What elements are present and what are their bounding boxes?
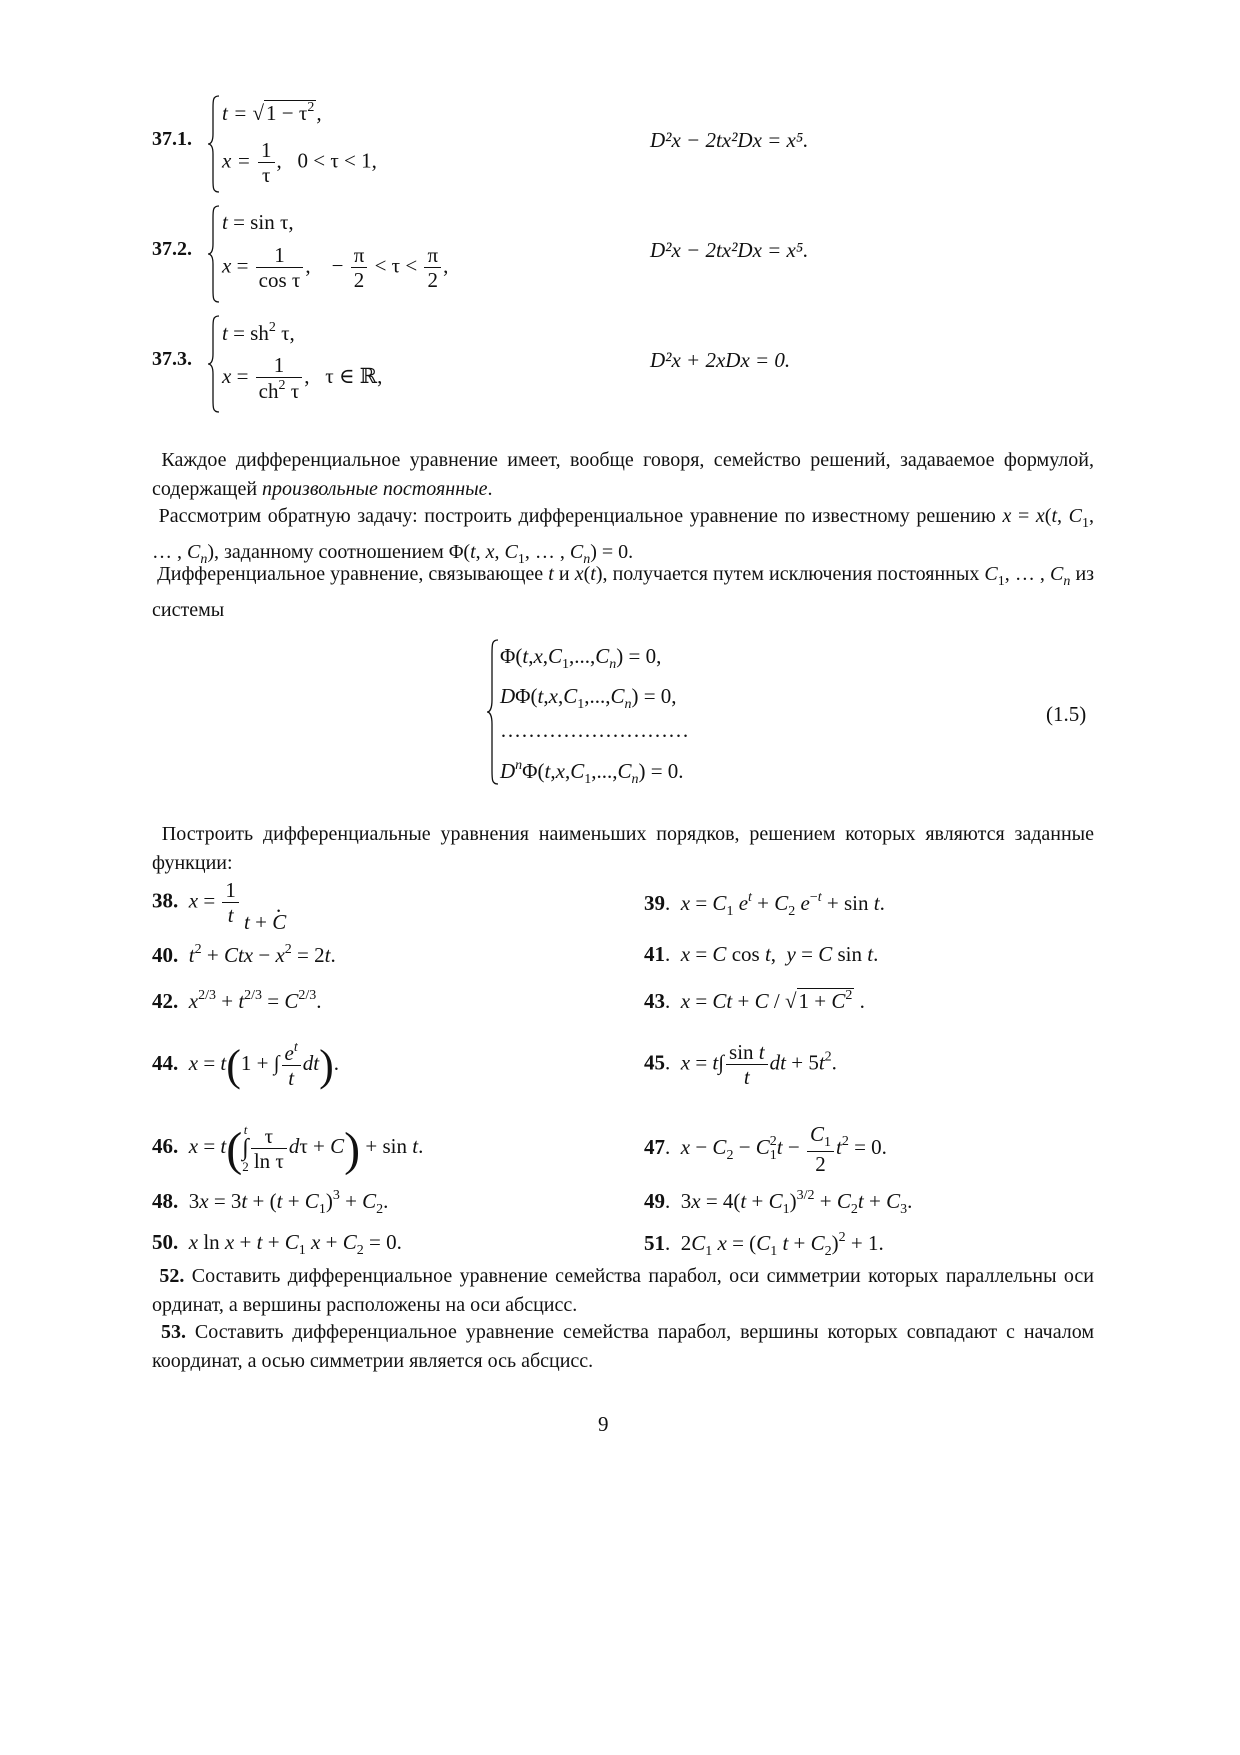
problem-52: 52. Составить дифференциальное уравнение семейства парабол, оси симметрии которых параллельны оси ординат, а вершины расположены на оси абсцисс.: [152, 1265, 1095, 1316]
paragraph: Каждое дифференциальное уравнение имеет, вообще говоря, семейство решений, задаваемое формулой, содержащей произвольные постоянные.: [152, 449, 1094, 500]
problem-48: 48. $3x = 3t + (t + C_1)^3 + C_2$.: [152, 1188, 389, 1217]
system-row: x = $\frac{1}{ch^2 \tau}$ , τ ∈ ℝ,: [222, 353, 383, 404]
problem-47: 47. $x - C_2 - C_1^2t$ − $\frac{C_1}{2}$ $t^2 = 0$.: [644, 1122, 887, 1177]
page-number: 9: [598, 1412, 609, 1436]
brace-icon: [207, 204, 221, 304]
problem-40: 40. $t^2$ + Ctx − $x^2 = 2t$.: [152, 942, 336, 967]
brace-icon: [486, 638, 500, 786]
problem-41: 41. x = C cos t, y = C sin t.: [644, 942, 879, 966]
problem-45: 45. x = t∫ $\frac{\text{sin t}}{t}$ dt + $5t^2$.: [644, 1040, 837, 1090]
problem-49: 49. $3x = 4(t + C_1)^{3/2} + C_2t + C_3$.: [644, 1188, 913, 1217]
problem-44: 44. x = t(1 + ∫ $\frac{e^t}{t}$ dt).: [152, 1040, 339, 1091]
paragraph: Рассмотрим обратную задачу: построить дифференциальное уравнение по известному решению x = x(t, $C_1$, … , $C_n$), заданному соотношением Φ(t, x, $C_1$, … , $C_n) = 0$.: [152, 505, 1094, 567]
problem-53: 53. Составить дифференциальное уравнение семейства парабол, вершины которых совпадают с началом координат, а осью симметрии является ось абсцисс.: [152, 1321, 1095, 1372]
problem-38-dot: .: [276, 893, 282, 917]
brace-icon: [207, 94, 221, 194]
problem-50: 50. x $\ln x + t + C_1$ $x + C_2 = 0$.: [152, 1230, 402, 1258]
system-row: $D^n\Phi(t,x,C_1,...,C_n) = 0$.: [500, 758, 684, 787]
equation: D²x − 2tx²Dx = x⁵.: [650, 238, 809, 262]
system-row: $\Phi(t,x,C_1,...,C_n) = 0$,: [500, 644, 662, 672]
problem-46: 46. x = t( t ∫ 2 $\frac{\tau}{\text{ln τ}}$ dτ + C) + sin t.: [152, 1122, 424, 1176]
problem-39: 39. $x = C_1$ $e^t + C_2$ $e^{-t} + \sin t$.: [644, 890, 885, 919]
problem-42: 42. $x^{2/3} + t^{2/3} = C^{2/3}$.: [152, 988, 322, 1013]
problem-51: 51. $2C_1$ $x = (C_1$ $t + C_2)^2 + 1$.: [644, 1230, 884, 1259]
problem-38: 38. x = $\frac{1}{t}$: [152, 878, 241, 927]
problem-43: 43. $x = Ct + C / √1 + C^2$ .: [644, 988, 865, 1013]
system-row: $t = √1 - \tau^2$,: [222, 100, 322, 125]
system-row: x = $\frac{1}{\tau}$ , 0 < τ < 1,: [222, 138, 377, 188]
problem-number: 37.3.: [152, 348, 192, 370]
problem-38-denominator: t + C: [244, 910, 287, 934]
system-row: $D\Phi(t,x,C_1,...,C_n) = 0$,: [500, 684, 677, 712]
paragraph: Дифференциальное уравнение, связывающее t и x(t), получается путем исключения постоянных $C_1$, … , $C_n$ из системы: [152, 563, 1095, 621]
problem-number: 37.1.: [152, 128, 192, 150]
paragraph: Построить дифференциальные уравнения наименьших порядков, решением которых являются заданные функции:: [152, 823, 1094, 874]
equation: D²x − 2tx²Dx = x⁵.: [650, 128, 809, 152]
system-row: x = $\frac{1}{\text{cos τ}}$ , − $\frac{\pi}{2}$ < τ < $\frac{\pi}{2}$ ,: [222, 243, 449, 293]
system-row: t = sin τ,: [222, 210, 294, 234]
problem-number: 37.2.: [152, 238, 192, 260]
system-row: $t = sh^2$ τ,: [222, 320, 295, 345]
equation-label: (1.5): [1046, 702, 1087, 726]
system-row: ………………………: [500, 718, 689, 742]
brace-icon: [207, 314, 221, 414]
equation: D²x + 2xDx = 0.: [650, 348, 791, 372]
